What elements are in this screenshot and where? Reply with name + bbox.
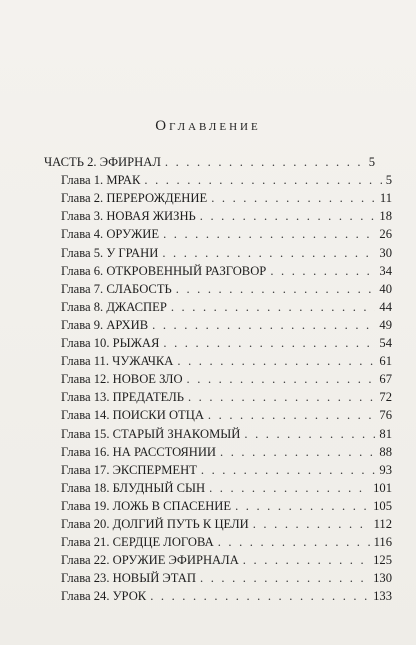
toc-entry-label: Глава 15. СТАРЫЙ ЗНАКОМЫЙ	[61, 426, 241, 441]
toc-entry-page: 101	[373, 480, 392, 495]
dot-leader	[165, 153, 365, 171]
toc-entry-label: ЧАСТЬ 2. ЭФИРНАЛ	[44, 155, 161, 169]
toc-entry-page: 76	[379, 408, 392, 423]
dot-leader	[150, 587, 369, 605]
toc-entry-page: 105	[373, 498, 392, 513]
toc-chapter-entry	[61, 533, 392, 551]
toc-chapter-entry	[61, 388, 392, 406]
dot-leader	[187, 370, 376, 388]
dot-leader	[244, 425, 375, 443]
toc-chapter-entry	[61, 334, 392, 352]
toc-chapter-entry	[61, 225, 392, 243]
dot-leader	[200, 569, 369, 587]
toc-entry-label: Глава 9. АРХИВ	[61, 317, 149, 332]
toc-entry-label: Глава 1. МРАК	[61, 173, 141, 188]
toc-entry-page: 26	[379, 227, 392, 242]
toc-entry-label: Глава 22. ОРУЖИЕ ЭФИРНАЛА	[61, 553, 239, 568]
toc-entry-label: Глава 21. СЕРДЦЕ ЛОГОВА	[61, 535, 214, 550]
toc-entry-page: 133	[373, 589, 392, 604]
toc-chapter-entry	[61, 171, 392, 189]
toc-entry-label: Глава 24. УРОК	[61, 589, 147, 604]
toc-entry-label: Глава 5. У ГРАНИ	[61, 245, 159, 260]
toc-entry-page: 81	[379, 426, 392, 441]
toc-chapter-entry	[61, 443, 392, 461]
toc-entry-label: Глава 17. ЭКСПЕРМЕНТ	[61, 462, 197, 477]
toc-chapter-entry	[61, 587, 392, 605]
toc-chapter-entry	[61, 497, 392, 515]
toc-entry-page: 112	[373, 517, 392, 531]
toc-chapter-entry	[61, 479, 392, 497]
toc-entry-label: Глава 13. ПРЕДАТЕЛЬ	[61, 390, 184, 405]
dot-leader	[176, 280, 376, 298]
dot-leader	[218, 533, 370, 551]
toc-entry-page: 34	[379, 263, 392, 278]
dot-leader	[163, 334, 375, 352]
dot-leader	[253, 515, 370, 533]
toc-entry-label: Глава 3. НОВАЯ ЖИЗНЬ	[61, 209, 196, 224]
toc-entry-label: Глава 6. ОТКРОВЕННЫЙ РАЗГОВОР	[61, 263, 267, 278]
dot-leader	[201, 461, 376, 479]
dot-leader	[152, 316, 375, 334]
toc-entry-label: Глава 10. РЫЖАЯ	[61, 336, 160, 350]
toc-chapter-entry	[61, 551, 392, 569]
dot-leader	[177, 352, 375, 370]
toc-chapter-entry	[61, 352, 392, 370]
dot-leader	[208, 406, 375, 424]
toc-entry-label: Глава 18. БЛУДНЫЙ СЫН	[61, 480, 206, 495]
toc-entry-page: 88	[379, 444, 392, 459]
toc-chapter-entry	[61, 569, 392, 587]
toc-part-entry	[44, 153, 375, 171]
toc-entry-page: 93	[379, 462, 392, 477]
toc-entry-page: 5	[368, 155, 375, 169]
toc-entry-page: 130	[373, 571, 392, 586]
toc-entry-label: Глава 11. ЧУЖАЧКА	[61, 354, 174, 369]
dot-leader	[163, 225, 375, 243]
dot-leader	[171, 298, 376, 316]
dot-leader	[243, 551, 369, 569]
toc-entry-page: 18	[379, 209, 392, 224]
dot-leader	[211, 189, 376, 207]
toc-entry-page: 40	[379, 281, 392, 296]
toc-entry-label: Глава 16. НА РАССТОЯНИИ	[61, 444, 217, 459]
toc-chapter-entry	[61, 370, 392, 388]
toc-entry-label: Глава 14. ПОИСКИ ОТЦА	[61, 408, 204, 423]
toc-entry-page: 125	[373, 553, 392, 568]
toc-chapter-entry	[61, 515, 392, 533]
toc-entry-page: 67	[379, 372, 392, 387]
toc-chapter-entry	[61, 461, 392, 479]
toc-chapter-entry	[61, 189, 392, 207]
toc-entry-page: 54	[379, 336, 392, 350]
toc-chapter-entry	[61, 298, 392, 316]
dot-leader	[235, 497, 369, 515]
toc-entry-page: 30	[379, 245, 392, 260]
toc-entry-page: 61	[379, 354, 392, 369]
toc-entry-page: 5	[385, 173, 392, 188]
toc-chapter-entry	[61, 425, 392, 443]
toc-chapter-entry	[61, 406, 392, 424]
toc-entry-label: Глава 4. ОРУЖИЕ	[61, 227, 160, 242]
toc-entry-page: 49	[379, 317, 392, 332]
dot-leader	[220, 443, 375, 461]
dot-leader	[162, 244, 375, 262]
toc-entry-page: 116	[373, 535, 392, 550]
toc-entry-label: Глава 19. ЛОЖЬ В СПАСЕНИЕ	[61, 498, 232, 513]
toc-chapter-entry	[61, 262, 392, 280]
toc-entry-label: Глава 8. ДЖАСПЕР	[61, 299, 167, 314]
toc-entry-label: Глава 12. НОВОЕ ЗЛО	[61, 372, 183, 387]
toc-entry-page: 72	[379, 390, 392, 405]
toc-chapter-entry	[61, 207, 392, 225]
toc-entry-label: Глава 23. НОВЫЙ ЭТАП	[61, 571, 197, 586]
page-title: Оглавление	[155, 118, 261, 134]
toc-entry-label: Глава 2. ПЕРЕРОЖДЕНИЕ	[61, 191, 208, 206]
dot-leader	[144, 171, 381, 189]
dot-leader	[209, 479, 369, 497]
dot-leader	[270, 262, 375, 280]
toc-chapter-entry	[61, 244, 392, 262]
toc-entry-page: 11	[379, 191, 392, 206]
toc-chapter-entry	[61, 280, 392, 298]
toc-entry-page: 44	[379, 299, 392, 314]
dot-leader	[200, 207, 376, 225]
dot-leader	[188, 388, 375, 406]
toc-chapter-entry	[61, 316, 392, 334]
toc-entry-label: Глава 20. ДОЛГИЙ ПУТЬ К ЦЕЛИ	[61, 517, 249, 531]
toc-entry-label: Глава 7. СЛАБОСТЬ	[61, 281, 172, 296]
